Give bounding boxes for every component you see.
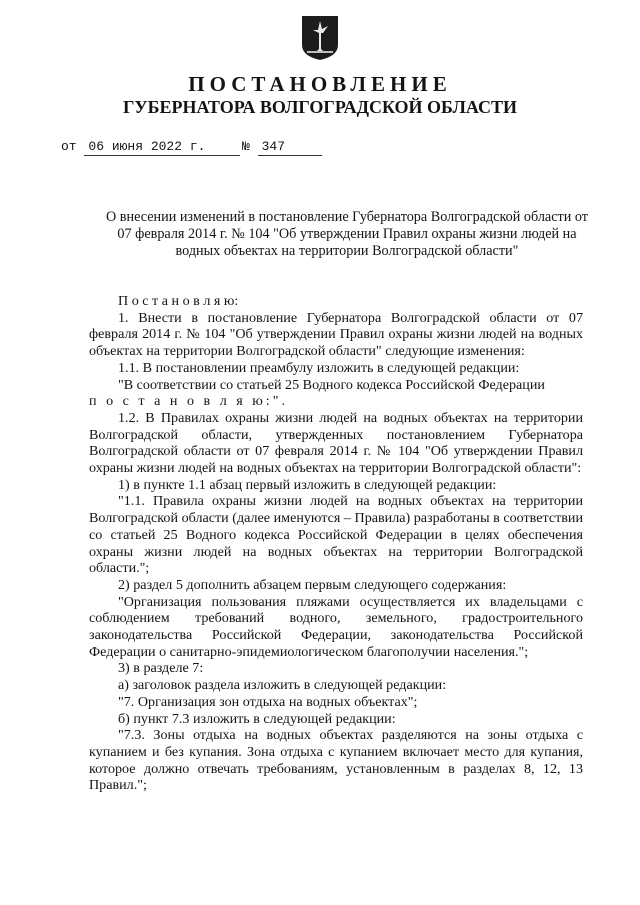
item-3a: а) заголовок раздела изложить в следующей редакции: [118,677,447,694]
item-2-text: "Организация пользования пляжами осуществляется их владельцами с соблюдением требований водного, земельного, градостроительного законодательства Российской Федерации, законодательства Российской Федерации о санитарно-эпидемиологическом благополучии населения."; [89,593,583,660]
decree-word: П о с т а н о в л я ю: [118,293,239,309]
document-subject: О внесении изменений в постановление Губернатора Волгоградской области от 07 февраля 2014 г. № 104 "Об утверждении Правил охраны жизни людей на водных объектах на территории Волгоградской области" [106,209,588,259]
document-subtitle: ГУБЕРНАТОРА ВОЛГОГРАДСКОЙ ОБЛАСТИ [122,97,518,117]
document-number: 347 [258,139,322,156]
document-body [89,293,583,794]
preamble-decree: п о с т а н о в л я ю:". [89,393,288,410]
item-3b: б) пункт 7.3 изложить в следующей редакции: [118,710,396,727]
preamble-text: "В соответствии со статьей 25 Водного кодекса Российской Федерации [118,376,545,393]
item-3a-text: "7. Организация зон отдыха на водных объектах"; [118,693,418,710]
paragraph-1: 1. Внести в постановление Губернатора Волгоградской области от 07 февраля 2014 г. № 104 "Об утверждении Правил охраны жизни людей на водных объектах на территории Волгоградской области" следующие изменения: [89,309,583,360]
item-2: 2) раздел 5 дополнить абзацем первым следующего содержания: [118,576,507,593]
coat-of-arms-icon [301,15,339,61]
item-3b-text: "7.3. Зоны отдыха на водных объектах разделяются на зоны отдыха с купанием и без купания. Зона отдыха с купанием включает место для купания, которое должно отвечать требованиям, установленным в разделах 8, 12, 13 Правил."; [89,727,583,794]
number-line [242,139,322,156]
date-prefix: от [61,139,77,154]
date-line [61,139,240,156]
item-1-text: "1.1. Правила охраны жизни людей на водных объектах на территории Волгоградской области (далее именуются – Правила) разработаны в соответствии со статьей 25 Водного кодекса Российской Федерации в целях обеспечения охраны жизни людей на водных объектах на территории Волгоградской области."; [89,493,583,577]
item-3: 3) в разделе 7: [118,660,204,677]
document-title: ПОСТАНОВЛЕНИЕ [188,72,452,96]
number-prefix: № [242,139,250,154]
paragraph-1-2: 1.2. В Правилах охраны жизни людей на водных объектах на территории Волгоградской области, утвержденных постановлением Губернатора Волгоградской области от 07 февраля 2014 г. № 104 "Об утверждении Правил охраны жизни людей на водных объектах на территории Волгоградской области": [89,409,583,477]
item-1: 1) в пункте 1.1 абзац первый изложить в следующей редакции: [118,476,497,493]
document-date: 06 июня 2022 г. [84,139,240,156]
paragraph-1-1: 1.1. В постановлении преамбулу изложить в следующей редакции: [118,359,520,376]
